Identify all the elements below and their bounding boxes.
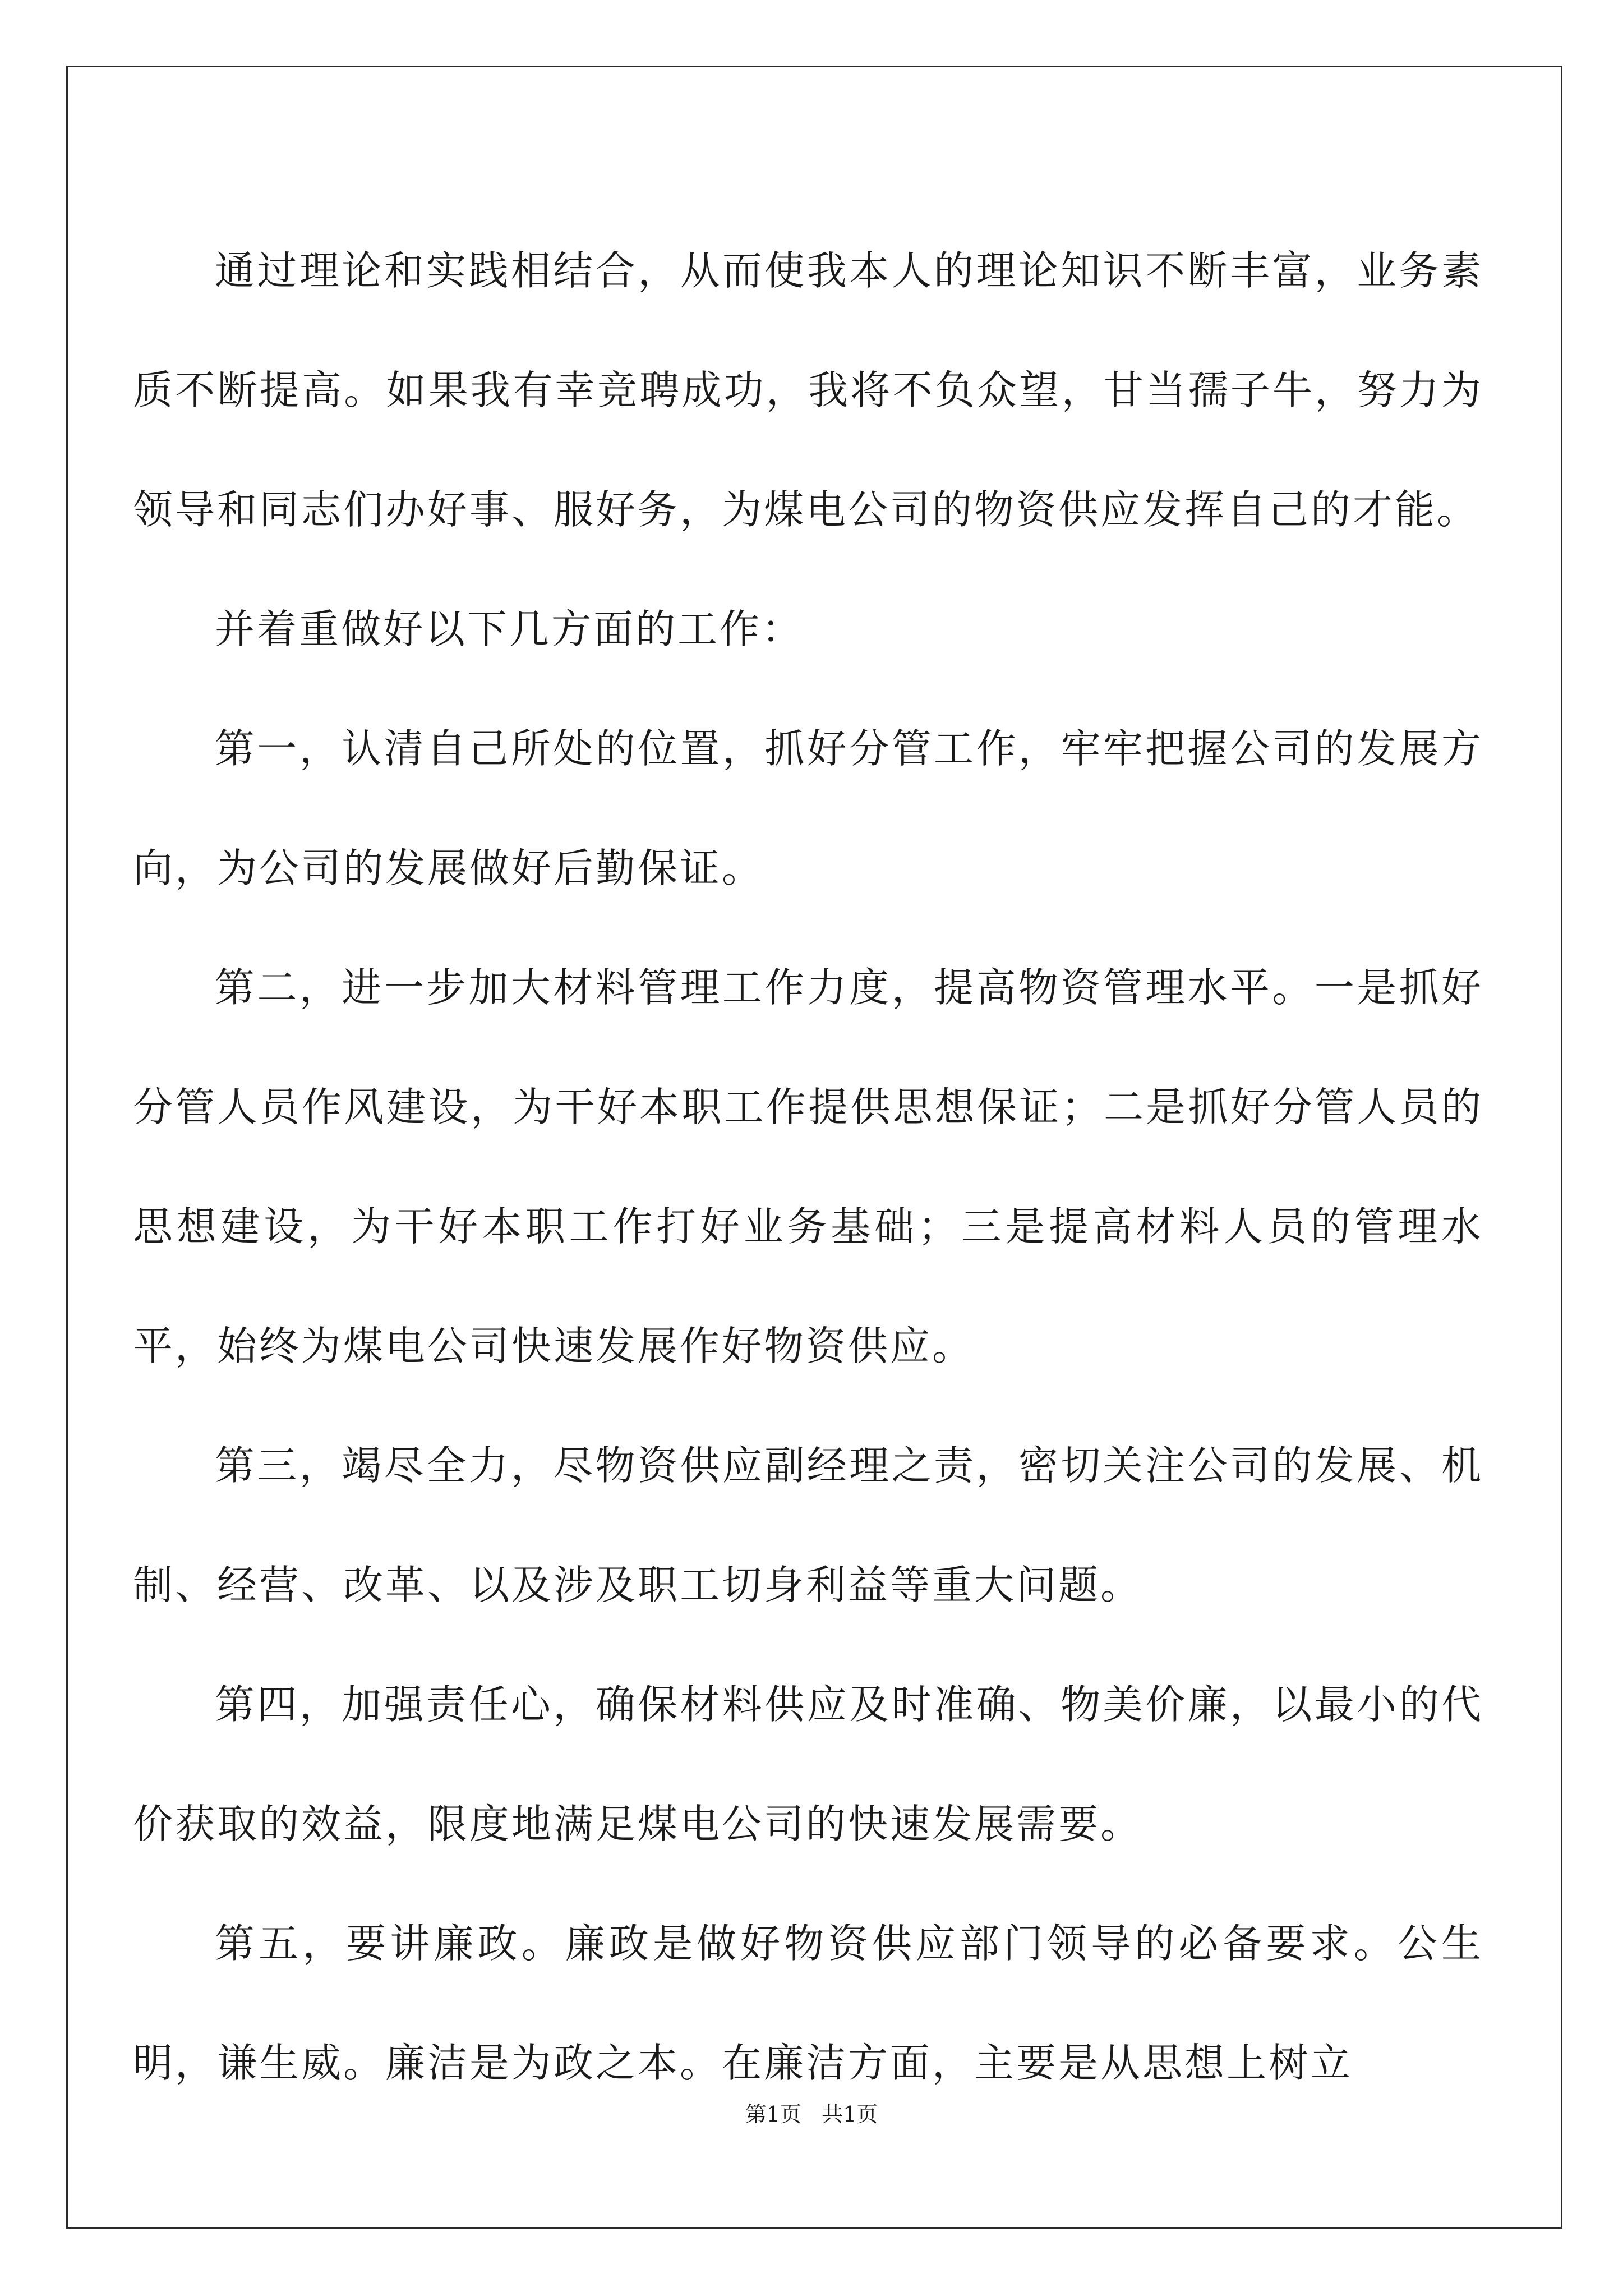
- paragraph-4: 第二，进一步加大材料管理工作力度，提高物资管理水平。一是抓好分管人员作风建设，为干好本职工作提供思想保证；二是抓好分管人员的思想建设，为干好本职工作打好业务基础；三是提高材料人员的管理水平，始终为煤电公司快速发展作好物资供应。: [133, 964, 1483, 1369]
- page-footer: 第1页 共1页: [745, 2102, 878, 2127]
- paragraph-6: 第四，加强责任心，确保材料供应及时准确、物美价廉，以最小的代价获取的效益，限度地满足煤电公司的快速发展需要。: [133, 1681, 1483, 1847]
- paragraph-3: 第一，认清自己所处的位置，抓好分管工作，牢牢把握公司的发展方向，为公司的发展做好后勤保证。: [133, 725, 1483, 891]
- paragraph-5: 第三，竭尽全力，尽物资供应副经理之责，密切关注公司的发展、机制、经营、改革、以及涉及职工切身利益等重大问题。: [133, 1442, 1483, 1608]
- paragraph-1: 通过理论和实践相结合，从而使我本人的理论知识不断丰富，业务素质不断提高。如果我有幸竞聘成功，我将不负众望，甘当孺子牛，努力为领导和同志们办好事、服好务，为煤电公司的物资供应发挥自己的才能。: [133, 247, 1483, 533]
- paragraph-7: 第五，要讲廉政。廉政是做好物资供应部门领导的必备要求。公生明，谦生威。廉洁是为政之本。在廉洁方面，主要是从思想上树立: [133, 1920, 1483, 2086]
- paragraph-2: 并着重做好以下几方面的工作：: [215, 606, 804, 652]
- document-body: [133, 211, 1483, 2123]
